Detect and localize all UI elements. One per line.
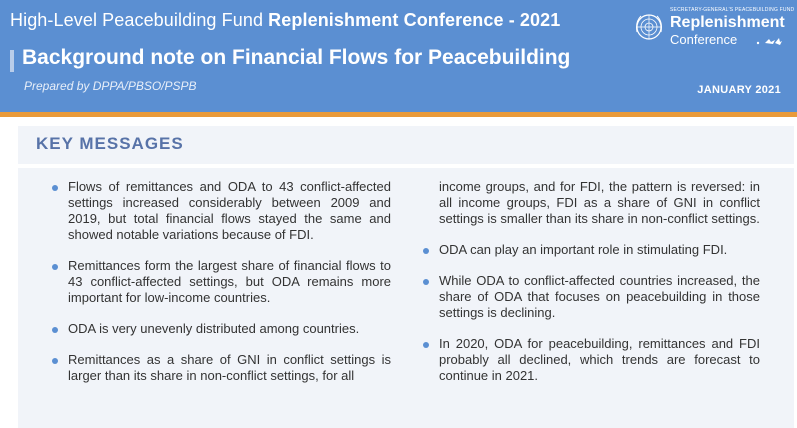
right-column [421,179,760,399]
list-item-text: ODA is very unevenly distributed among countries. [68,321,360,336]
list-item-text: Remittances form the largest share of financial flows to 43 conflict-affected settings, but ODA remains more important for low-income countries. [68,258,391,305]
un-emblem-icon [634,12,664,42]
list-item [50,321,391,337]
content-area [0,117,797,428]
list-item-text: In 2020, ODA for peacebuilding, remittances and FDI probably all declined, which trends are forecast to continue in 2021. [439,336,760,383]
bullet-icon [52,327,58,333]
key-messages-heading: KEY MESSAGES [36,134,184,153]
dove-icon [755,35,783,47]
key-messages-panel [18,168,794,428]
list-item-text: ODA can play an important role in stimulating FDI. [439,242,728,257]
bullet-icon [52,358,58,364]
list-item [50,258,391,306]
list-item [50,179,391,243]
bullet-icon [423,248,429,254]
left-column [50,179,391,399]
logo-fund-text: SECRETARY-GENERAL'S PEACEBUILDING FUND [670,7,795,13]
list-item-continuation: income groups, and for FDI, the pattern is reversed: in all income groups, FDI as a share of GNI in conflict settings is smaller than its share in non-conflict settings. [439,179,760,226]
bullet-icon [423,279,429,285]
list-item-text: While ODA to conflict-affected countries increased, the share of ODA that focuses on peacebuilding in those settings is declining. [439,273,760,320]
publication-date: JANUARY 2021 [697,84,781,96]
conference-logo [630,6,795,50]
bullet-icon [52,264,58,270]
list-item [421,273,760,321]
list-item [50,352,391,384]
logo-conference-text: Conference [670,32,738,47]
header-banner [0,0,797,112]
list-item-text: Flows of remittances and ODA to 43 conflict-affected settings increased considerably between 2009 and 2019, but total financial flows stayed the same and showed notable variations because of FDI. [68,179,391,242]
list-item [421,242,760,258]
event-title-bold: Replenishment Conference - 2021 [268,10,561,30]
bullet-icon [423,342,429,348]
document-title: Background note on Financial Flows for Peacebuilding [22,46,571,69]
list-item [421,336,760,384]
prepared-by: Prepared by DPPA/PBSO/PSPB [24,79,197,93]
list-item-text: Remittances as a share of GNI in conflict settings is larger than its share in non-conflict settings, for all [68,352,391,383]
event-title [10,10,560,31]
bullet-icon [52,185,58,191]
key-messages-heading-box [18,126,794,164]
event-title-prefix: High-Level Peacebuilding Fund [10,10,269,30]
title-bar-decoration [10,50,14,72]
logo-replenishment-text: Replenishment [670,14,785,31]
